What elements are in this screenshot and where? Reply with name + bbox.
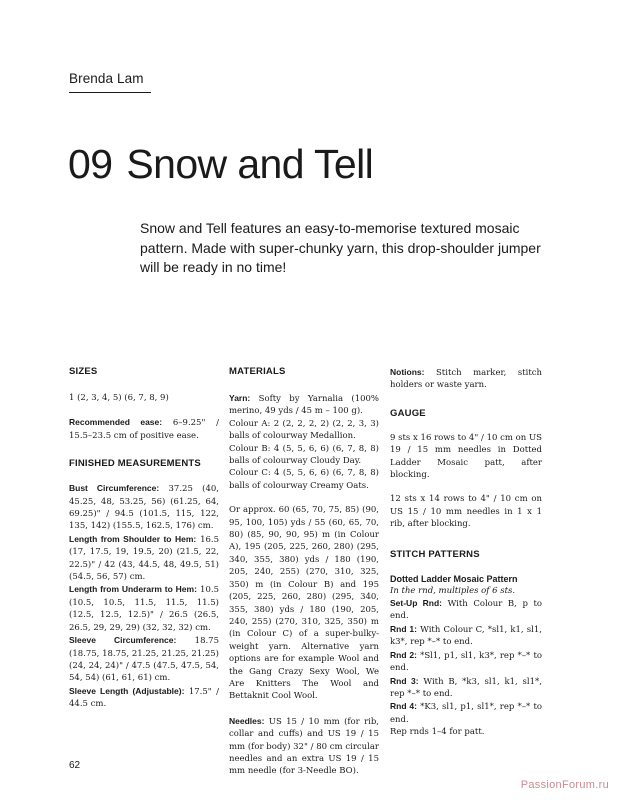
measurement-label: Sleeve Circumference: — [69, 635, 177, 646]
notions-text: Stitch marker, stitch holders or waste yarn. — [390, 368, 542, 391]
measurement-text: 10.5 (10.5, 10.5, 11.5, 11.5, 11.5) (12.5, 12.5, 12.5)" / 26.5 (26.5, 26.5, 29, 29, 29) (32, 32, 32) cm. — [69, 585, 219, 633]
row-label: Rnd 1: — [390, 623, 417, 634]
measurement-label: Length from Shoulder to Hem: — [69, 533, 197, 544]
author-underline — [69, 92, 151, 93]
author-name: Brenda Lam — [69, 71, 144, 86]
row-label: Rnd 3: — [390, 675, 419, 686]
measurement-text: 16.5 (17, 17.5, 19, 19.5, 20) (21.5, 22, 22.5)" / 42 (43, 44.5, 48, 49.5, 51) (54.5, 56, 57) cm. — [69, 534, 219, 583]
colour-line: Colour C: 4 (5, 5, 6, 6) (6, 7, 8, 8) balls of colourway Creamy Oats. — [229, 468, 379, 491]
yarn-label: Yarn: — [229, 393, 251, 403]
measurement-item — [69, 634, 219, 685]
sizes-list: 1 (2, 3, 4, 5) (6, 7, 8, 9) — [69, 393, 169, 403]
sizes-heading: SIZES — [69, 366, 98, 377]
needles-info — [229, 715, 379, 778]
stitch-patterns-heading: STITCH PATTERNS — [390, 548, 480, 560]
stitch-pattern-note: In the rnd, multiples of 6 sts. — [390, 585, 516, 596]
colour-line: Colour A: 2 (2, 2, 2, 2) (2, 2, 3, 3) balls of colourway Medallion. — [229, 418, 379, 442]
colour-line: Colour B: 4 (5, 5, 6, 6) (6, 7, 8, 8) balls of colourway Cloudy Day. — [229, 443, 379, 467]
gauge-line: 12 sts x 14 rows to 4" / 10 cm on US 15 / 10 mm needles in 1 x 1 rib, after blocking. — [390, 494, 542, 530]
pattern-row — [390, 700, 542, 726]
pattern-number: 09 — [68, 141, 113, 187]
pattern-title — [68, 141, 374, 187]
measurement-label: Length from Underarm to Hem: — [69, 584, 197, 595]
measurement-item — [69, 583, 219, 634]
needles-text: US 15 / 10 mm (for rib, collar and cuffs) and US 19 / 15 mm (for body) 32" / 80 cm circular needles and an extra US 19 / 15 mm needle (for 3-Needle BO). — [229, 716, 379, 777]
recommended-ease — [69, 416, 219, 442]
row-text: With B, *k3, sl1, k1, sl1*, rep *–* to end. — [390, 676, 542, 699]
row-label: Rnd 4: — [390, 701, 417, 712]
intro-paragraph: Snow and Tell features an easy-to-memorise textured mosaic pattern. Made with super-chunky yarn, this drop-shoulder jumper will be ready in no time! — [140, 220, 541, 275]
measurement-label: Bust Circumference: — [69, 483, 160, 494]
ease-text: 6–9.25" / 15.5–23.5 cm of positive ease. — [69, 418, 219, 441]
materials-heading: MATERIALS — [229, 366, 286, 377]
row-text: *K3, sl1, p1, sl1*, rep *–* to end. — [390, 702, 542, 725]
measurement-label: Sleeve Length (Adjustable): — [69, 685, 185, 696]
pattern-row — [390, 675, 542, 701]
pattern-row — [390, 597, 542, 623]
row-label: Set-Up Rnd: — [390, 598, 442, 609]
pattern-name: Snow and Tell — [126, 141, 374, 187]
column-gauge — [390, 366, 542, 739]
pattern-row — [390, 649, 542, 675]
row-label: Rnd 2: — [390, 649, 417, 660]
measurement-item — [69, 685, 219, 711]
pattern-row — [390, 623, 542, 649]
column-sizes — [69, 366, 219, 711]
ease-label: Recommended ease: — [69, 417, 163, 428]
notions-info — [390, 366, 542, 392]
gauge-heading: GAUGE — [390, 407, 426, 419]
measurement-text: 18.75 (18.75, 18.75, 21.25, 21.25, 21.25) (24, 24, 24)" / 47.5 (47.5, 47.5, 54, 54, 54) (61, 61, 61) cm. — [69, 636, 219, 684]
measurement-text: 17.5" / 44.5 cm. — [69, 686, 220, 710]
stitch-pattern-name: Dotted Ladder Mosaic Pattern — [390, 573, 518, 584]
watermark: PassionForum.ru — [520, 779, 609, 791]
row-text: *Sl1, p1, sl1, k3*, rep *–* to end. — [390, 650, 542, 674]
yarn-approx: Or approx. 60 (65, 70, 75, 85) (90, 95, 100, 105) yds / 55 (60, 65, 70, 80) (85, 90, 90, 95) m (in Colour A), 195 (205, 225, 260, 280) (295, 340, 355, 380) yds / 180 (190, 205, 240, 255) (270, 310, 325, 350) m (in Colour B) and 195 (205, 225, 260, 280) (295, 340, 355, 380) yds / 180 (190, 205, 240, 255) (270, 310, 325, 350) m (in Colour C) of a super-bulky-weight yarn. Alternative yarn options are for example Wool and the Gang Crazy Sexy Wool, We Are Knitters The Wool and Bettaknit Cool Wool. — [229, 505, 379, 702]
gauge-line: 9 sts x 16 rows to 4" / 10 cm on US 19 / 15 mm needles in Dotted Ladder Mosaic patt, after blocking. — [390, 432, 542, 481]
page-number: 62 — [69, 760, 81, 771]
row-text: With Colour B, p to end. — [390, 599, 542, 622]
measurement-text: 37.25 (40, 45.25, 48, 53.25, 56) (61.25, 64, 69.25)" / 94.5 (101.5, 115, 122, 135, 142) (155.5, 162.5, 176) cm. — [69, 484, 219, 532]
measurement-item — [69, 533, 219, 584]
notions-label: Notions: — [390, 367, 425, 377]
needles-label: Needles: — [229, 715, 265, 726]
column-materials — [229, 366, 379, 778]
row-text: With Colour C, *sl1, k1, sl1, k3*, rep *–* to end. — [390, 624, 542, 648]
yarn-info — [229, 392, 379, 418]
finished-measurements-heading: FINISHED MEASUREMENTS — [69, 458, 201, 470]
measurement-item — [69, 482, 219, 533]
pattern-repeat: Rep rnds 1–4 for patt. — [390, 727, 485, 738]
yarn-text: Softy by Yarnalia (100% merino, 49 yds / 45 m – 100 g). — [229, 394, 379, 417]
